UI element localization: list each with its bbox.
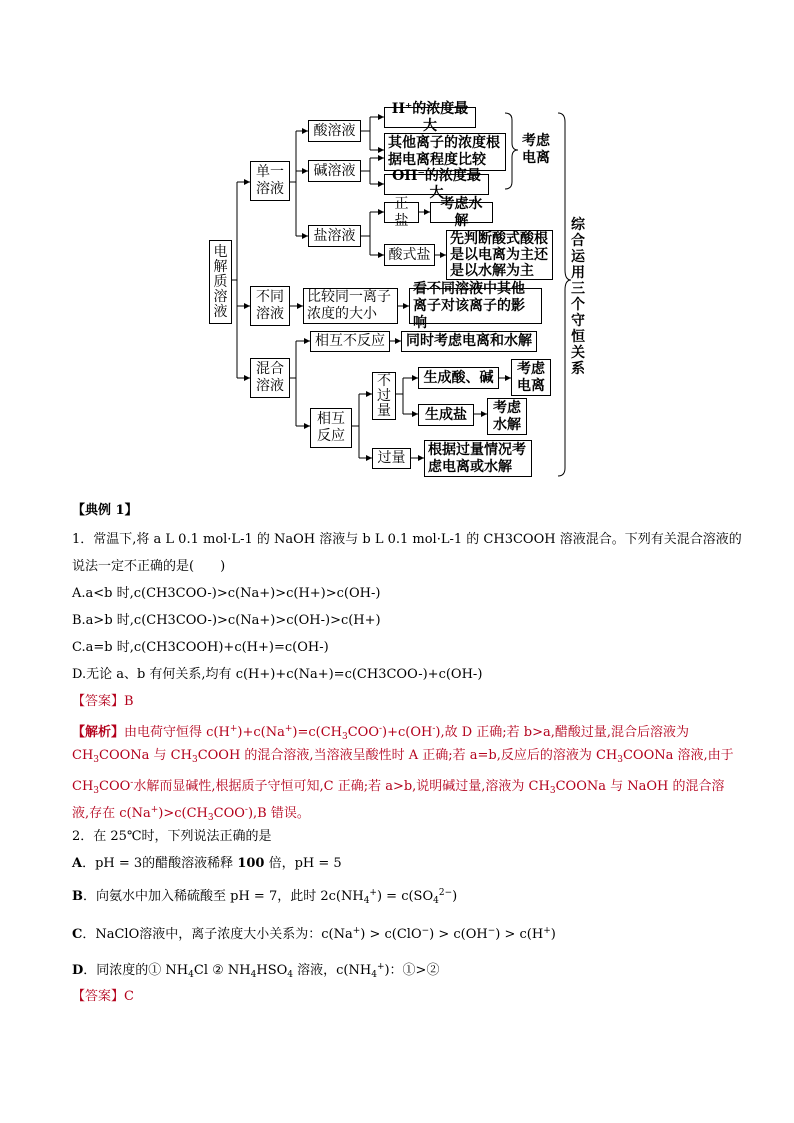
consider-hyd2-box bbox=[487, 398, 527, 435]
q1-line1: 1．常温下,将 a L 0.1 mol·L-1 的 NaOH 溶液与 b L 0.1 mol·L-1 的 CH3COOH 溶液混合。下列有关混合溶液的 bbox=[72, 532, 742, 547]
gen-salt-label: 生成盐 bbox=[425, 406, 467, 423]
acid-salt-note-box bbox=[446, 230, 553, 280]
q1-analysis-line4: 液,存在 $c(Na^+)>c(CH_3COO^-),B$ 错误。 bbox=[72, 805, 310, 823]
react-label: 相互反应 bbox=[317, 411, 345, 444]
excess-note-box bbox=[424, 440, 532, 477]
consider-ion2-box bbox=[511, 359, 551, 396]
hydrolysis-label: 考虑水解 bbox=[440, 195, 483, 229]
q1-option-d: D.无论 a、b 有何关系,均有 c(H+)+c(Na+)=c(CH3COO-)+c(OH-) bbox=[72, 667, 483, 682]
classification-diagram bbox=[0, 0, 794, 500]
other-ions-box bbox=[384, 133, 506, 171]
q2-option-d: D．同浓度的① $NH_4Cl$ ② $NH_4HSO_4$ 溶液，$c(NH_4^+)$：①>② bbox=[72, 962, 440, 980]
h-max-label: H⁺的浓度最大 bbox=[391, 100, 469, 134]
normal-salt-box bbox=[384, 195, 419, 229]
single-label: 单一溶液 bbox=[256, 164, 284, 197]
q2-option-c: C．NaClO溶液中，离子浓度大小关系为：c(Na+) > c(ClO−) > c(OH−) > c(H+) bbox=[72, 926, 556, 942]
q1-option-b: B.a>b 时,c(CH3COO-)>c(Na+)>c(OH-)>c(H+) bbox=[72, 613, 381, 628]
q2-stem: 2．在 25℃时，下列说法正确的是 bbox=[72, 829, 272, 844]
base-label: 碱溶液 bbox=[313, 162, 356, 179]
single-solution-box bbox=[250, 161, 290, 201]
excess-note-label: 根据过量情况考虑电离或水解 bbox=[428, 441, 526, 475]
no-reaction-label: 相互不反应 bbox=[315, 333, 385, 349]
different-label: 不同溶液 bbox=[256, 289, 284, 322]
consider-hyd2-label: 考虑水解 bbox=[493, 399, 521, 433]
acid-salt-box bbox=[384, 244, 435, 266]
consider-ionization-label: 考虑电离 bbox=[522, 133, 550, 166]
root-label: 电解质溶液 bbox=[213, 243, 228, 320]
ion-effect-box bbox=[409, 280, 542, 331]
compare-label: 比较同一离子浓度的大小 bbox=[307, 289, 391, 322]
consider-ion2-label: 考虑电离 bbox=[517, 360, 545, 394]
excess-label: 过量 bbox=[377, 450, 406, 466]
normal-salt-label: 正盐 bbox=[394, 195, 409, 229]
mixed-label: 混合溶液 bbox=[256, 361, 284, 394]
salt-box bbox=[308, 225, 361, 247]
acid-salt-label: 酸式盐 bbox=[388, 246, 431, 263]
three-conservation-label: 综合运用三个守恒关系 bbox=[571, 217, 585, 377]
q1-analysis-line3: $CH_3COO^-$水解而显碱性,根据质子守恒可知,C 正确;若 a>b,说明碱过量,溶液为 $CH_3COONa$ 与 NaOH 的混合溶 bbox=[72, 778, 725, 796]
different-solution-box bbox=[250, 286, 290, 326]
excess-box bbox=[372, 448, 411, 469]
q1-analysis-line1: 【解析】由电荷守恒得 $c(H^+)+c(Na^+)=c(CH_3COO^-)+c(OH^-)$,故 D 正确;若 b>a,醋酸过量,混合后溶液为 bbox=[72, 724, 690, 742]
oh-max-box bbox=[384, 167, 489, 201]
q1-option-c: C.a=b 时,c(CH3COOH)+c(H+)=c(OH-) bbox=[72, 640, 329, 655]
no-reaction-box bbox=[310, 331, 390, 352]
q2-option-a: A．pH = 3的醋酸溶液稀释 100 倍，pH = 5 bbox=[72, 856, 342, 871]
acid-box bbox=[308, 120, 361, 142]
ion-effect-label: 看不同溶液中其他离子对该离子的影响 bbox=[413, 280, 525, 331]
q2-answer: 【答案】C bbox=[72, 989, 134, 1004]
h-max-box bbox=[384, 100, 476, 134]
both-consider-box bbox=[401, 331, 537, 352]
q1-option-a: A.a<b 时,c(CH3COO-)>c(Na+)>c(H+)>c(OH-) bbox=[72, 586, 381, 601]
both-consider-label: 同时考虑电离和水解 bbox=[406, 333, 532, 349]
acid-salt-note-label: 先判断酸式酸根是以电离为主还是以水解为主 bbox=[450, 231, 548, 279]
gen-salt-box bbox=[418, 404, 474, 426]
react-box bbox=[310, 408, 352, 448]
other-ions-label: 其他离子的浓度根据电离程度比较 bbox=[388, 135, 500, 168]
acid-label: 酸溶液 bbox=[313, 122, 356, 139]
q1-line2: 说法一定不正确的是( ) bbox=[72, 559, 226, 574]
compare-box bbox=[303, 288, 398, 324]
salt-label: 盐溶液 bbox=[313, 227, 356, 244]
q1-analysis-line2: $CH_3COONa$ 与 $CH_3COOH$ 的混合溶液,当溶液呈酸性时 A 正确;若 a=b,反应后的溶液为 $CH_3COONa$ 溶液,由于 bbox=[72, 748, 734, 765]
base-box bbox=[308, 160, 361, 182]
gen-acid-base-box bbox=[418, 367, 499, 389]
gen-acid-base-label: 生成酸、碱 bbox=[423, 369, 494, 386]
root-box bbox=[209, 240, 232, 324]
hydrolysis-box bbox=[430, 195, 493, 229]
not-excess-label: 不过量 bbox=[377, 372, 391, 419]
example-heading: 【典例 1】 bbox=[72, 503, 138, 518]
q2-option-b: B．向氨水中加入稀硫酸至 pH = 7，此时 $2c(NH_4^+) = c(SO_4^{2-})$ bbox=[72, 888, 458, 906]
analysis-tag: 【解析】 bbox=[72, 725, 125, 740]
not-excess-box bbox=[372, 372, 396, 420]
oh-max-label: OH⁻的浓度最大 bbox=[392, 167, 481, 201]
q1-answer: 【答案】B bbox=[72, 694, 134, 709]
mixed-solution-box bbox=[250, 358, 290, 398]
